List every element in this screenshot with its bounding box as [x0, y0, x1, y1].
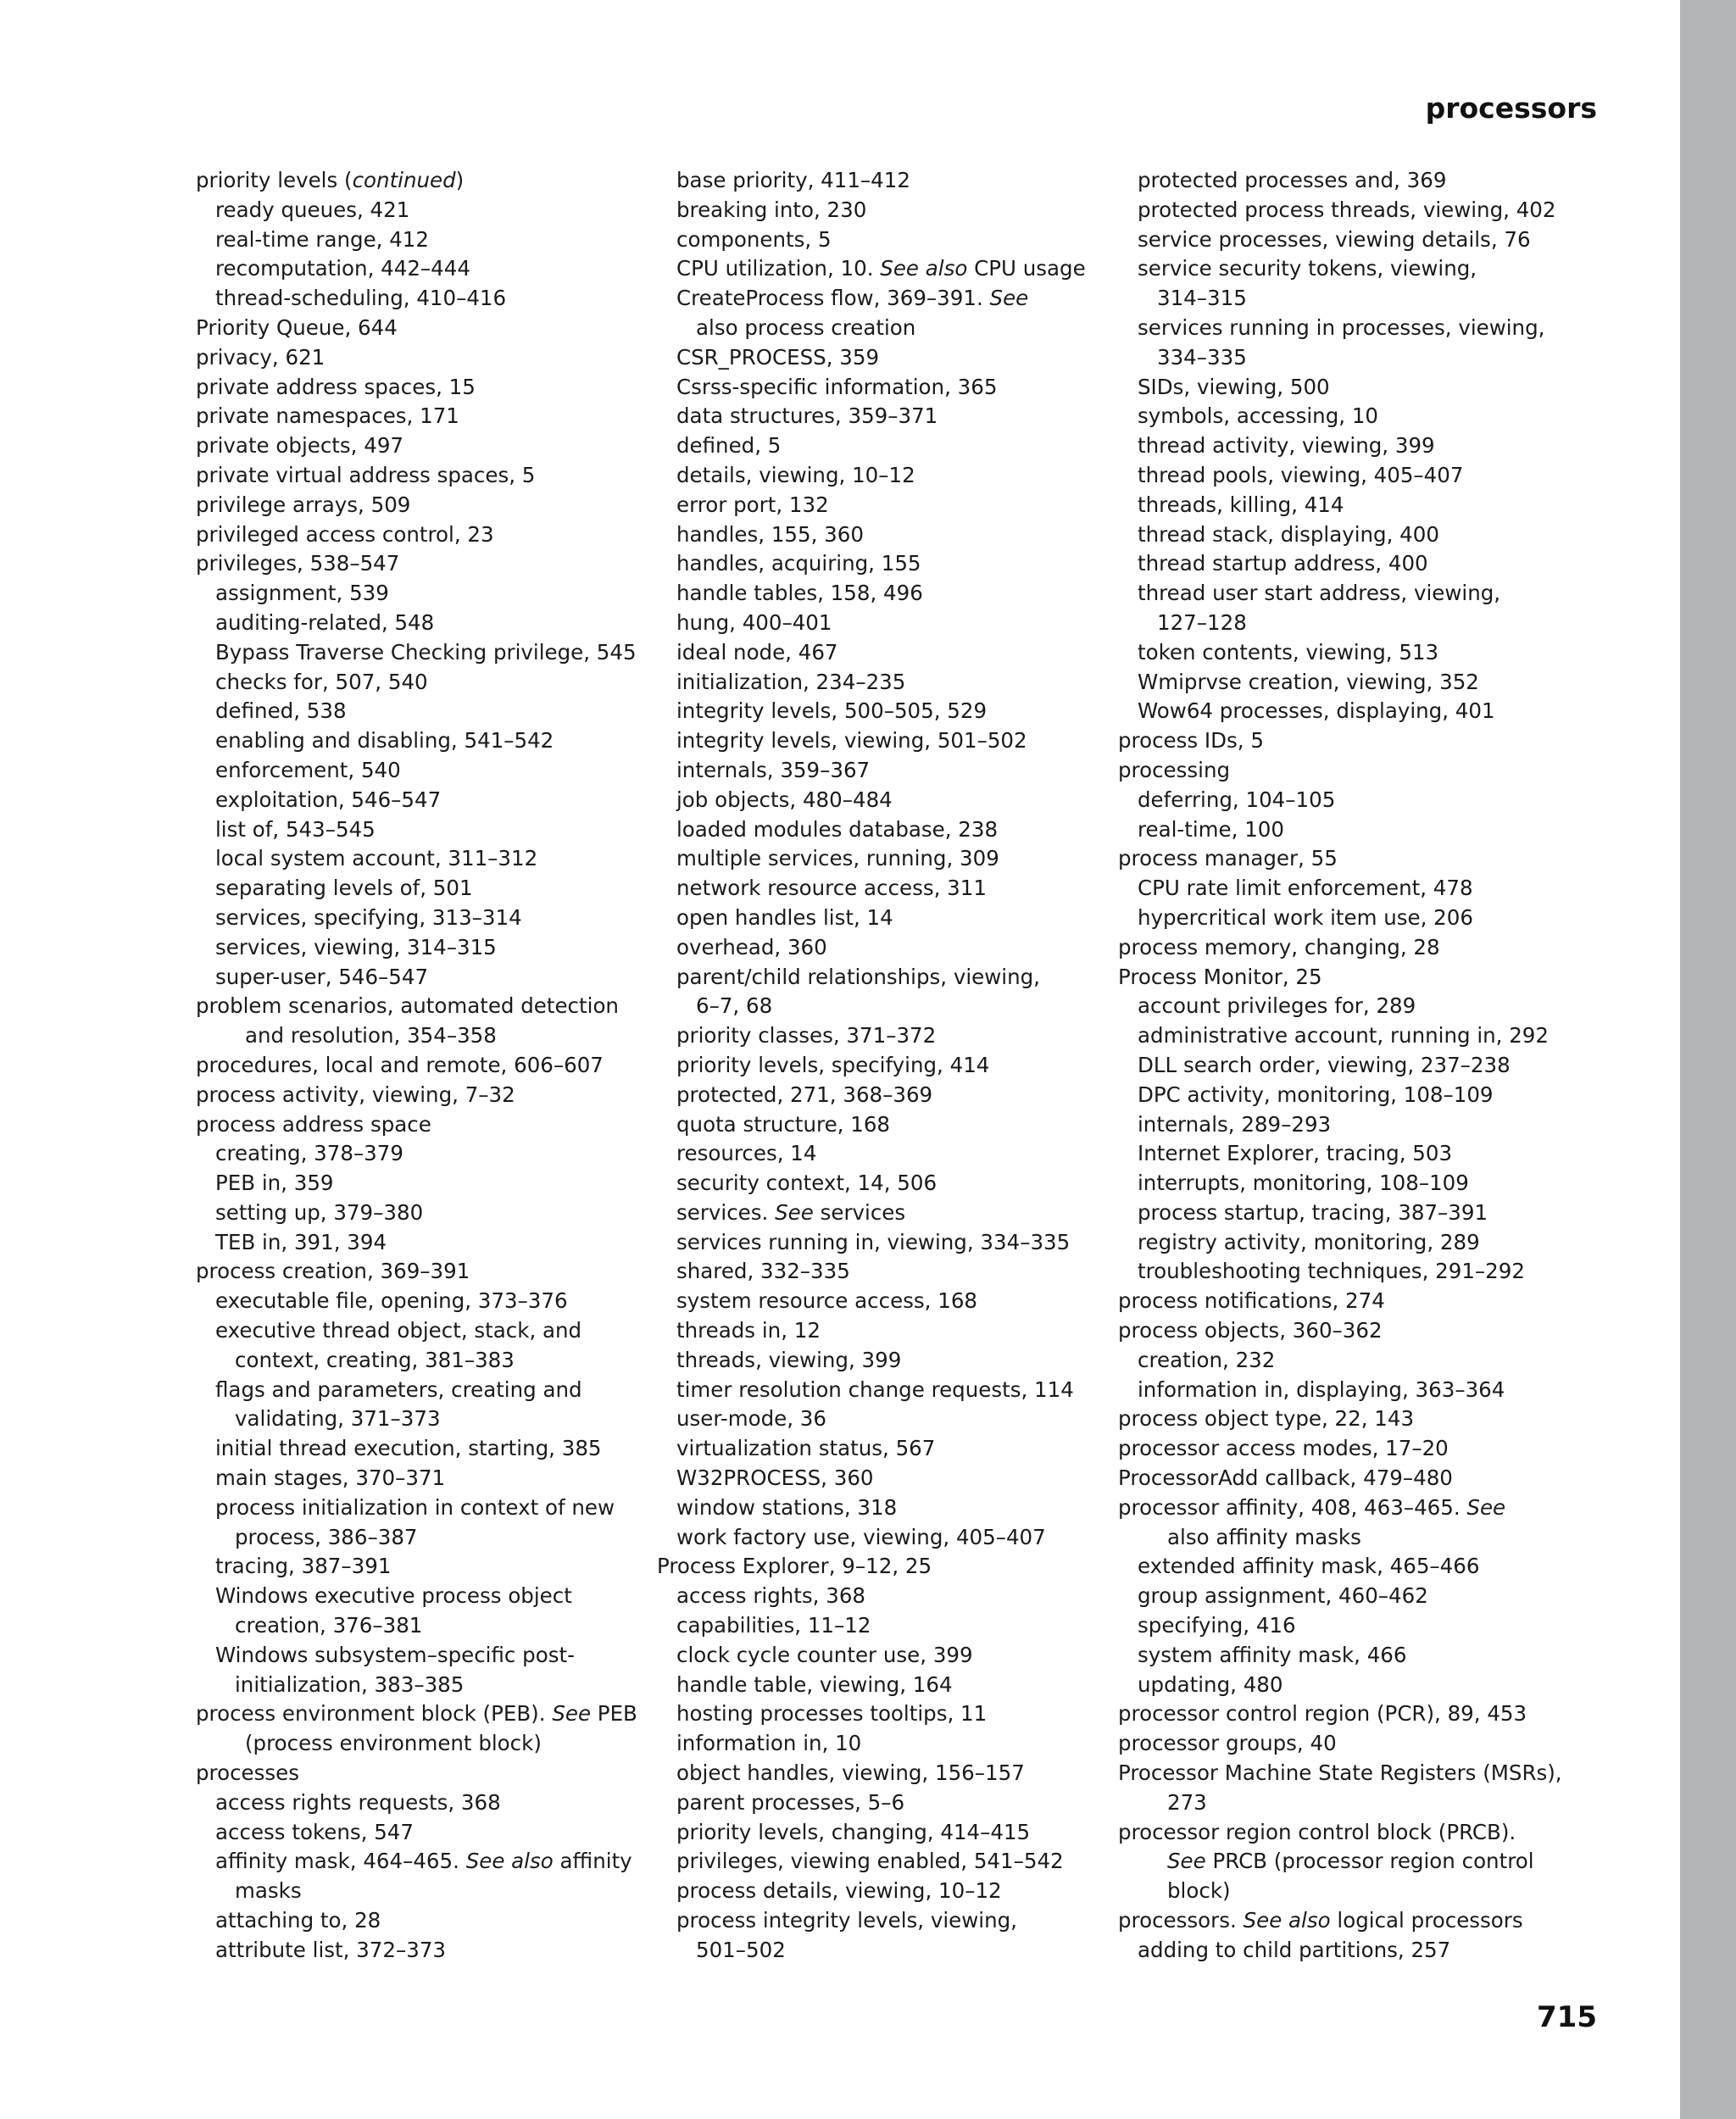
index-entry-continuation: 6–7, 68: [696, 993, 773, 1019]
index-entry: Process Monitor, 25: [1118, 964, 1322, 989]
index-subentry: clock cycle counter use, 399: [676, 1642, 973, 1667]
index-subentry: checks for, 507, 540: [215, 669, 428, 694]
index-subentry: integrity levels, viewing, 501–502: [676, 728, 1027, 754]
index-subentry: services running in, viewing, 334–335: [676, 1229, 1071, 1254]
index-entry: procedures, local and remote, 606–607: [196, 1052, 604, 1077]
index-subentry: user-mode, 36: [676, 1406, 826, 1432]
index-subentry: process integrity levels, viewing,: [676, 1908, 1017, 1933]
index-entry: processor control region (PCR), 89, 453: [1118, 1701, 1527, 1727]
index-subentry: group assignment, 460–462: [1138, 1583, 1428, 1609]
index-entry: processor region control block (PRCB).: [1118, 1819, 1516, 1844]
index-subentry: initialization, 234–235: [676, 669, 906, 694]
index-entry-continuation: See PRCB (processor region control: [1167, 1849, 1534, 1874]
index-subentry: base priority, 411–412: [676, 168, 910, 192]
index-subentry: services, specifying, 313–314: [215, 904, 522, 930]
index-subentry: defined, 538: [215, 698, 347, 724]
index-entry: privacy, 621: [196, 344, 326, 370]
index-subentry: CSR_PROCESS, 359: [676, 344, 880, 370]
index-entry-continuation: creation, 376–381: [235, 1613, 423, 1638]
index-subentry: window stations, 318: [676, 1494, 898, 1520]
index-subentry: DPC activity, monitoring, 108–109: [1138, 1082, 1494, 1107]
index-subentry: protected processes and, 369: [1138, 168, 1447, 192]
index-subentry: local system account, 311–312: [215, 846, 538, 871]
index-subentry: symbols, accessing, 10: [1138, 403, 1379, 429]
index-subentry: system resource access, 168: [676, 1288, 978, 1314]
index-subentry: ideal node, 467: [676, 639, 838, 665]
index-subentry: details, viewing, 10–12: [676, 462, 915, 487]
index-subentry: capabilities, 11–12: [676, 1613, 871, 1638]
index-subentry: job objects, 480–484: [676, 787, 893, 812]
index-entry: processors. See also logical processors: [1118, 1908, 1523, 1933]
index-subentry: TEB in, 391, 394: [215, 1229, 387, 1254]
index-subentry: services. See services: [676, 1199, 906, 1225]
index-subentry: data structures, 359–371: [676, 403, 938, 429]
index-subentry: access rights, 368: [676, 1583, 866, 1609]
index-entry: process object type, 22, 143: [1118, 1406, 1415, 1432]
index-subentry: information in, displaying, 363–364: [1138, 1377, 1505, 1402]
index-subentry: overhead, 360: [676, 934, 827, 959]
index-subentry: flags and parameters, creating and: [215, 1377, 582, 1402]
side-thumb-tab: [1680, 0, 1736, 2119]
index-subentry: CPU rate limit enforcement, 478: [1138, 876, 1473, 901]
index-subentry: attaching to, 28: [215, 1908, 381, 1933]
index-entry: process IDs, 5: [1118, 728, 1264, 754]
index-entry: Processor Machine State Registers (MSRs),: [1118, 1760, 1562, 1786]
index-subentry: token contents, viewing, 513: [1138, 639, 1439, 665]
running-head: processors: [1425, 92, 1597, 125]
index-subentry: Internet Explorer, tracing, 503: [1138, 1141, 1453, 1166]
index-entry-continuation: context, creating, 381–383: [235, 1347, 515, 1372]
index-subentry: specifying, 416: [1138, 1613, 1296, 1638]
index-subentry: super-user, 546–547: [215, 964, 429, 989]
index-subentry: adding to child partitions, 257: [1138, 1937, 1451, 1962]
index-entry-continuation: process, 386–387: [235, 1524, 418, 1549]
index-subentry: service processes, viewing details, 76: [1138, 226, 1531, 252]
index-subentry: thread pools, viewing, 405–407: [1138, 462, 1464, 487]
index-subentry: defined, 5: [676, 433, 782, 459]
index-entry-continuation: block): [1167, 1878, 1231, 1904]
index-entry: private address spaces, 15: [196, 374, 476, 399]
index-subentry: recomputation, 442–444: [215, 256, 470, 281]
index-subentry: creation, 232: [1138, 1347, 1276, 1372]
index-subentry: process startup, tracing, 387–391: [1138, 1199, 1488, 1225]
index-subentry: SIDs, viewing, 500: [1138, 374, 1330, 399]
index-entry-continuation: masks: [235, 1878, 302, 1904]
index-entry: ProcessorAdd callback, 479–480: [1118, 1466, 1453, 1491]
index-subentry: work factory use, viewing, 405–407: [676, 1524, 1046, 1549]
index-entry: privilege arrays, 509: [196, 492, 411, 517]
index-subentry: enforcement, 540: [215, 757, 401, 782]
index-subentry: protected process threads, viewing, 402: [1138, 197, 1556, 222]
index-entry-continuation: (process environment block): [245, 1731, 542, 1756]
index-subentry: account privileges for, 289: [1138, 993, 1416, 1019]
index-subentry: process initialization in context of new: [215, 1494, 615, 1520]
index-entry: Priority Queue, 644: [196, 314, 398, 340]
index-subentry: deferring, 104–105: [1138, 787, 1336, 812]
index-subentry: exploitation, 546–547: [215, 787, 442, 812]
index-subentry: CreateProcess flow, 369–391. See: [676, 286, 1029, 311]
index-subentry: Wmiprvse creation, viewing, 352: [1138, 669, 1479, 694]
index-entry: privileged access control, 23: [196, 521, 494, 547]
index-subentry: breaking into, 230: [676, 197, 867, 222]
index-entry: processes: [196, 1760, 299, 1786]
index-subentry: thread stack, displaying, 400: [1138, 521, 1439, 547]
index-subentry: shared, 332–335: [676, 1259, 850, 1284]
index-subentry: ready queues, 421: [215, 197, 410, 222]
index-entry: processing: [1118, 757, 1231, 782]
index-subentry: thread startup address, 400: [1138, 551, 1428, 576]
index-entry: process activity, viewing, 7–32: [196, 1082, 515, 1107]
index-subentry: access tokens, 547: [215, 1819, 414, 1844]
index-subentry: DLL search order, viewing, 237–238: [1138, 1052, 1511, 1077]
index-entry: processor affinity, 408, 463–465. See: [1118, 1494, 1506, 1520]
index-subentry: hung, 400–401: [676, 609, 832, 635]
index-subentry: registry activity, monitoring, 289: [1138, 1229, 1480, 1254]
index-entry: private objects, 497: [196, 433, 404, 459]
index-subentry: handle tables, 158, 496: [676, 581, 923, 606]
index-subentry: integrity levels, 500–505, 529: [676, 698, 988, 724]
index-subentry: administrative account, running in, 292: [1138, 1023, 1549, 1048]
index-subentry: resources, 14: [676, 1141, 817, 1166]
index-subentry: thread user start address, viewing,: [1138, 581, 1501, 606]
index-subentry: affinity mask, 464–465. See also affinity: [215, 1849, 632, 1874]
index-entry-continuation: 127–128: [1157, 609, 1247, 635]
index-entry: process objects, 360–362: [1118, 1318, 1383, 1343]
index-subentry: real-time range, 412: [215, 226, 429, 252]
index-subentry: assignment, 539: [215, 581, 389, 606]
index-subentry: protected, 271, 368–369: [676, 1082, 933, 1107]
index-entry: priority levels (continued): [196, 168, 465, 192]
index-subentry: tracing, 387–391: [215, 1554, 392, 1579]
index-subentry: system affinity mask, 466: [1138, 1642, 1407, 1667]
index-entry-continuation: 501–502: [696, 1937, 786, 1962]
index-entry: process address space: [196, 1111, 431, 1137]
index-entry-continuation: 314–315: [1157, 286, 1247, 311]
index-subentry: virtualization status, 567: [676, 1436, 936, 1461]
index-subentry: access rights requests, 368: [215, 1789, 501, 1815]
index-subentry: process details, viewing, 10–12: [676, 1878, 1002, 1904]
index-subentry: quota structure, 168: [676, 1111, 890, 1137]
index-subentry: W32PROCESS, 360: [676, 1466, 874, 1491]
index-subentry: extended affinity mask, 465–466: [1138, 1554, 1480, 1579]
index-subentry: initial thread execution, starting, 385: [215, 1436, 602, 1461]
index-subentry: thread-scheduling, 410–416: [215, 286, 507, 311]
index-entry-continuation: validating, 371–373: [235, 1406, 441, 1432]
index-subentry: timer resolution change requests, 114: [676, 1377, 1074, 1402]
index-subentry: threads, viewing, 399: [676, 1347, 902, 1372]
index-subentry: updating, 480: [1138, 1671, 1283, 1697]
index-column-2: [657, 166, 1106, 1966]
index-subentry: priority levels, specifying, 414: [676, 1052, 990, 1077]
index-column-3: [1118, 166, 1567, 1966]
index-subentry: priority levels, changing, 414–415: [676, 1819, 1031, 1844]
index-entry-continuation: also affinity masks: [1167, 1524, 1361, 1549]
index-subentry: parent processes, 5–6: [676, 1789, 905, 1815]
index-entry: processor groups, 40: [1118, 1731, 1337, 1756]
index-subentry: enabling and disabling, 541–542: [215, 728, 554, 754]
index-subentry: error port, 132: [676, 492, 829, 517]
index-subentry: Csrss-specific information, 365: [676, 374, 998, 399]
index-entry: Process Explorer, 9–12, 25: [657, 1554, 932, 1579]
index-subentry: threads in, 12: [676, 1318, 821, 1343]
index-subentry: security context, 14, 506: [676, 1171, 938, 1196]
index-subentry: Windows executive process object: [215, 1583, 572, 1609]
index-subentry: Bypass Traverse Checking privilege, 545: [215, 639, 637, 665]
index-subentry: creating, 378–379: [215, 1141, 403, 1166]
index-subentry: attribute list, 372–373: [215, 1937, 446, 1962]
index-subentry: executable file, opening, 373–376: [215, 1288, 568, 1314]
index-entry: private virtual address spaces, 5: [196, 462, 536, 487]
index-entry-continuation: 334–335: [1157, 344, 1247, 370]
index-subentry: privileges, viewing enabled, 541–542: [676, 1849, 1064, 1874]
index-subentry: main stages, 370–371: [215, 1466, 446, 1491]
index-subentry: multiple services, running, 309: [676, 846, 999, 871]
index-entry: problem scenarios, automated detection: [196, 993, 619, 1019]
index-subentry: open handles list, 14: [676, 904, 893, 930]
index-subentry: auditing-related, 548: [215, 609, 435, 635]
index-subentry: loaded modules database, 238: [676, 816, 999, 842]
page-number: 715: [1537, 2000, 1597, 2034]
index-entry: process environment block (PEB). See PEB: [196, 1701, 637, 1727]
index-subentry: handles, 155, 360: [676, 521, 864, 547]
index-subentry: object handles, viewing, 156–157: [676, 1760, 1025, 1786]
index-subentry: internals, 289–293: [1138, 1111, 1332, 1137]
index-entry-continuation: initialization, 383–385: [235, 1671, 465, 1697]
index-subentry: troubleshooting techniques, 291–292: [1138, 1259, 1525, 1284]
index-subentry: setting up, 379–380: [215, 1199, 424, 1225]
index-subentry: internals, 359–367: [676, 757, 871, 782]
index-column-1: [196, 166, 645, 1966]
index-entry: process memory, changing, 28: [1118, 934, 1440, 959]
index-subentry: hosting processes tooltips, 11: [676, 1701, 988, 1727]
index-subentry: list of, 543–545: [215, 816, 376, 842]
index-subentry: Wow64 processes, displaying, 401: [1138, 698, 1495, 724]
index-subentry: handle table, viewing, 164: [676, 1671, 953, 1697]
index-subentry: PEB in, 359: [215, 1171, 334, 1196]
index-subentry: Windows subsystem–specific post-: [215, 1642, 575, 1667]
index-subentry: information in, 10: [676, 1731, 862, 1756]
index-subentry: service security tokens, viewing,: [1138, 256, 1477, 281]
index-entry: private namespaces, 171: [196, 403, 459, 429]
index-subentry: CPU utilization, 10. See also CPU usage: [676, 256, 1086, 281]
index-subentry: executive thread object, stack, and: [215, 1318, 582, 1343]
index-subentry: services, viewing, 314–315: [215, 934, 497, 959]
index-entry: privileges, 538–547: [196, 551, 400, 576]
index-entry: process creation, 369–391: [196, 1259, 470, 1284]
index-entry-continuation: and resolution, 354–358: [245, 1023, 497, 1048]
index-subentry: threads, killing, 414: [1138, 492, 1344, 517]
index-subentry: thread activity, viewing, 399: [1138, 433, 1435, 459]
index-subentry: priority classes, 371–372: [676, 1023, 937, 1048]
index-entry: process notifications, 274: [1118, 1288, 1385, 1314]
index-subentry: hypercritical work item use, 206: [1138, 904, 1473, 930]
index-entry: process manager, 55: [1118, 846, 1338, 871]
index-entry: processor access modes, 17–20: [1118, 1436, 1449, 1461]
index-subentry: separating levels of, 501: [215, 876, 473, 901]
index-entry-continuation: also process creation: [696, 314, 916, 340]
index-subentry: real-time, 100: [1138, 816, 1284, 842]
index-entry-continuation: 273: [1167, 1789, 1207, 1815]
index-subentry: handles, acquiring, 155: [676, 551, 921, 576]
index-subentry: components, 5: [676, 226, 832, 252]
index-subentry: network resource access, 311: [676, 876, 987, 901]
index-subentry: parent/child relationships, viewing,: [676, 964, 1040, 989]
index-subentry: interrupts, monitoring, 108–109: [1138, 1171, 1469, 1196]
index-subentry: services running in processes, viewing,: [1138, 314, 1545, 340]
